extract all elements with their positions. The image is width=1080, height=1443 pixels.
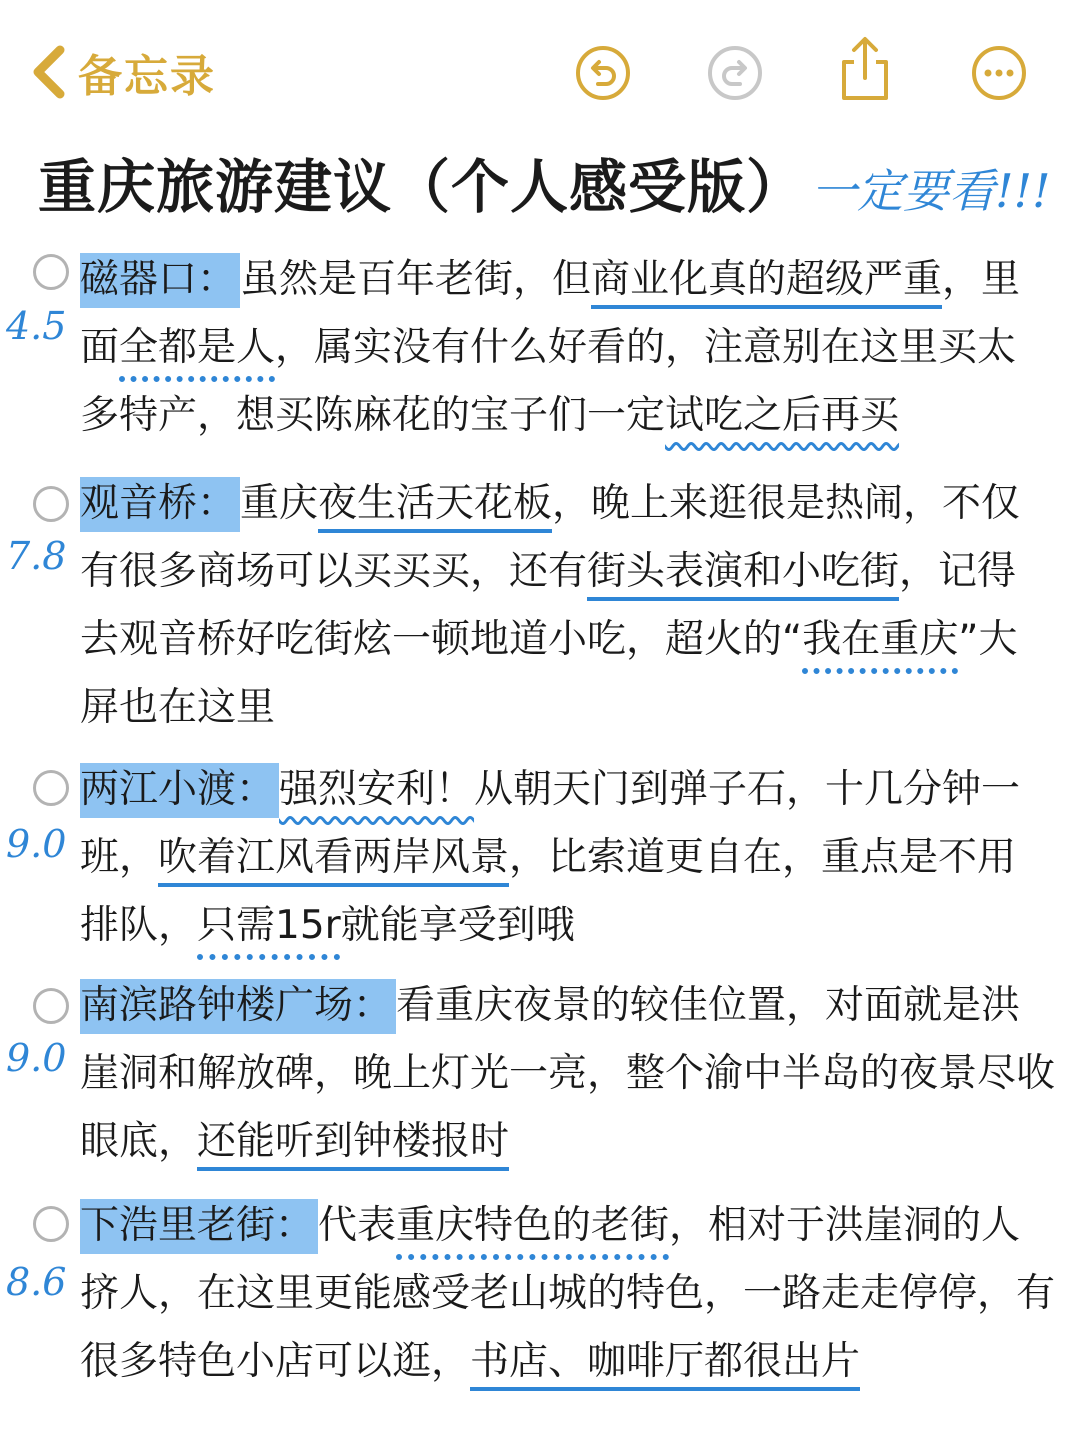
handwritten-title-note: 一定要看!!!	[811, 164, 1051, 218]
chevron-left-icon	[30, 44, 70, 100]
dotted-phrase: 只需15r	[197, 903, 341, 948]
handwritten-score: 7.8	[6, 534, 67, 578]
item-text-segment: ”大屏也在这里	[80, 617, 1018, 730]
checkbox-circle[interactable]	[33, 988, 69, 1024]
item-text	[80, 756, 1055, 960]
redo-icon[interactable]	[706, 44, 764, 102]
item-text-segment: ，记得去观音桥好吃街炫一顿地道小吃，超火的“	[80, 549, 1017, 662]
back-button[interactable]	[30, 42, 216, 102]
share-icon[interactable]	[836, 34, 894, 102]
place-name-highlight: 两江小渡：	[80, 763, 279, 818]
item-text-segment: 看重庆夜景的较佳位置，对面就是洪崖洞和解放碑，晚上灯光一亮，整个渝中半岛的夜景尽收眼底，	[80, 983, 1056, 1164]
checkbox-circle[interactable]	[33, 770, 69, 806]
underlined-phrase: 书店、咖啡厅都很出片	[470, 1339, 860, 1391]
item-text-segment: 代表	[318, 1203, 397, 1248]
item-text-segment: ，晚上来逛很是热闹，不仅有很多商场可以买买买，还有	[80, 481, 1021, 594]
handwritten-score: 9.0	[6, 1036, 67, 1080]
wavy-underlined-phrase: 试吃之后再买	[665, 393, 900, 438]
item-text-segment: ，里面	[80, 257, 1021, 370]
handwritten-score: 4.5	[6, 304, 67, 348]
wavy-underlined-phrase: 强烈安利！	[279, 767, 475, 812]
item-text	[80, 972, 1055, 1176]
undo-icon[interactable]	[574, 44, 632, 102]
item-text-segment: 重庆	[240, 481, 319, 526]
back-label: 备忘录	[78, 51, 216, 102]
underlined-phrase: 商业化真的超级严重	[591, 257, 942, 309]
checkbox-circle[interactable]	[33, 1206, 69, 1242]
item-text-segment: 就能享受到哦	[340, 903, 575, 948]
item-text	[80, 470, 1055, 742]
item-text	[80, 1192, 1055, 1396]
navigation-bar	[0, 34, 1080, 114]
underlined-phrase: 还能听到钟楼报时	[197, 1119, 509, 1171]
item-text-segment: ，属实没有什么好看的，注意别在这里买太多特产，想买陈麻花的宝子们一定	[80, 325, 1017, 438]
note-title-row	[38, 140, 1051, 221]
item-text-segment: ，比索道更自在，重点是不用排队，	[80, 835, 1017, 948]
place-name-highlight: 下浩里老街：	[80, 1199, 318, 1254]
item-text-segment: ，相对于洪崖洞的人挤人，在这里更能感受老山城的特色，一路走走停停，有很多特色小店可以逛，	[80, 1203, 1056, 1384]
checkbox-circle[interactable]	[33, 254, 69, 290]
checkbox-circle[interactable]	[33, 486, 69, 522]
more-icon[interactable]	[970, 44, 1028, 102]
note-title: 重庆旅游建议（个人感受版）	[38, 153, 806, 221]
underlined-phrase: 吹着江风看两岸风景	[158, 835, 509, 887]
handwritten-score: 8.6	[6, 1260, 67, 1304]
underlined-phrase: 夜生活天花板	[318, 481, 552, 533]
item-text-segment: 虽然是百年老街，但	[240, 257, 592, 302]
item-text	[80, 246, 1055, 450]
dotted-phrase: 我在重庆	[802, 617, 959, 662]
place-name-highlight: 南滨路钟楼广场：	[80, 979, 396, 1034]
place-name-highlight: 观音桥：	[80, 477, 240, 532]
dotted-phrase: 全都是人	[119, 325, 276, 370]
underlined-phrase: 街头表演和小吃街	[587, 549, 899, 601]
handwritten-score: 9.0	[6, 822, 67, 866]
item-text-segment: 从朝天门到弹子石，十几分钟一班，	[80, 767, 1021, 880]
dotted-phrase: 重庆特色的老街	[396, 1203, 670, 1248]
place-name-highlight: 磁器口：	[80, 253, 240, 308]
